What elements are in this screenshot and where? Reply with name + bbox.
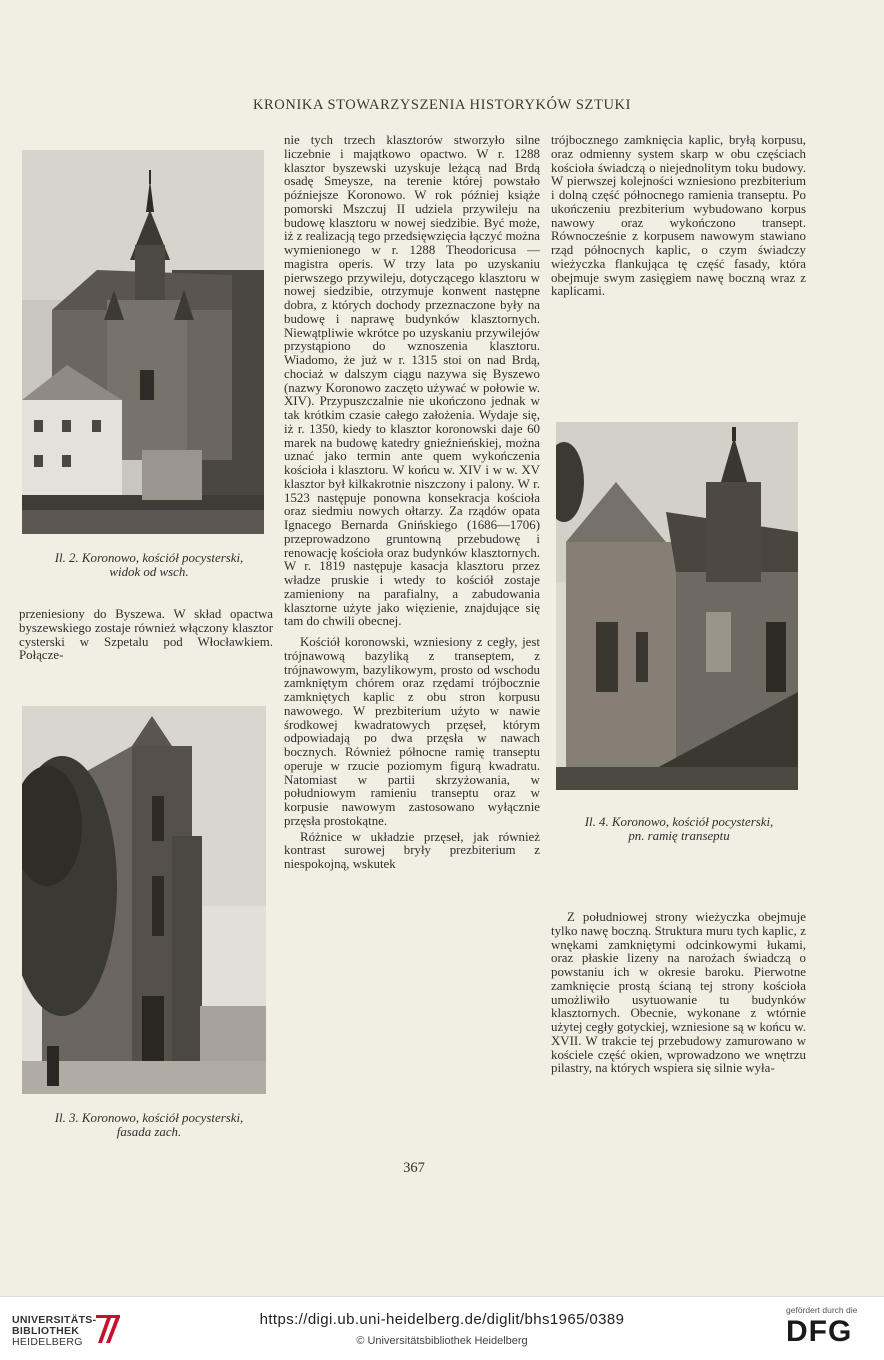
viewer-footer	[0, 1296, 884, 1360]
right-column-text-bottom	[551, 911, 806, 1076]
caption-il2-line1: Il. 2. Koronowo, kościół pocysterski,	[54, 551, 244, 565]
middle-column-text	[284, 134, 540, 872]
photo-il2-east-view	[22, 150, 264, 534]
library-name-line2: BIBLIOTHEK	[12, 1325, 80, 1337]
permalink-url[interactable]: https://digi.ub.uni-heidelberg.de/diglit/bhs1965/0389	[259, 1311, 625, 1328]
caption-il4-line1: Il. 4. Koronowo, kościół pocysterski,	[584, 815, 774, 829]
library-name-line3: HEIDELBERG	[12, 1336, 83, 1348]
caption-il4-line2: pn. ramię transeptu	[628, 829, 730, 843]
caption-il4	[548, 815, 810, 843]
right-column-text-top	[551, 134, 806, 299]
page-number: 367	[403, 1160, 425, 1176]
middle-paragraph-3: Różnice w układzie przęseł, jak również kontrast surowej bryły prezbiterium z niespokojną, wskutek	[284, 829, 540, 871]
photo-il3-west-facade	[22, 706, 266, 1094]
dfg-logo[interactable]: DFG	[786, 1315, 853, 1348]
running-head: KRONIKA STOWARZYSZENIA HISTORYKÓW SZTUKI	[252, 97, 632, 113]
caption-il2-line2: widok od wsch.	[109, 565, 189, 579]
left-column-text	[19, 608, 273, 663]
left-paragraph-1: przeniesiony do Byszewa. W skład opactwa byszewskiego zostaje również włączony klasztor cysterski w Szpetalu pod Włocławkiem. Połącze-	[19, 607, 273, 663]
right-paragraph-1: trójbocznego zamknięcia kaplic, bryłą korpusu, oraz odmienny system skarp w obu częściach kościoła świadczą o niejednolitym toku budowy. W pierwszej kolejności wzniesiono prezbiterium i dolną część północnego ramienia transeptu. Po ukończeniu prezbiterium wybudowano korpus nawowy oraz wykończono transept. Równocześnie z korpusem nawowym stawiano rząd północnych kaplic, o czym świadczy wieżyczka flankująca tę część fasady, która obejmuje swym zasięgiem nawę boczną wraz z kaplicami.	[551, 133, 806, 299]
funded-by-label: gefördert durch die	[786, 1305, 858, 1315]
copyright-notice: © Universitätsbibliothek Heidelberg	[356, 1335, 528, 1347]
photo-il4-north-transept	[556, 422, 798, 790]
caption-il2	[18, 551, 280, 579]
middle-paragraph-1: nie tych trzech klasztorów stworzyło silne liczebnie i majątkowo opactwo. W r. 1288 klasztor byszewski uzyskuje leżącą nad Brdą osadę Smeysze, na terenie której powstało późniejsze Koronowo. W rok później książe pomorski Mszczuj II udziela przywileju na budowę klasztoru w nowej siedzibie. Być może, iż z realizacją tego przedsięwzięcia łączyć można wymienionego w r. 1288 Theodoricusa — magistra operis. W trzy lata po uzyskaniu pierwszego przywileju, dotyczącego klasztoru w nowej siedzibie, otrzymuje konwent następne dobra, z których dochody przeznaczone były na budowę i naprawę budynków klasztornych. Niewątpliwie wkrótce po uzyskaniu przywilejów przystąpiono do wznoszenia klasztoru. Wiadomo, że już w r. 1315 stoi on nad Brdą, chociaż w dalszym ciągu nazywa się Byszewo (nazwy Koronowo zaczęto używać w połowie w. XIV). Przypuszczalnie nie ukończono jednak w tak krótkim czasie całego założenia. Wydaje się, iż r. 1350, kiedy to klasztor koronowski daje 60 marek na budowę katedry gnieźnieńskiej, można uznać jako termin ante quem wykończenia kościoła i klasztoru. W końcu w. XIV i w w. XV klasztor był kilkakrotnie niszczony i palony. W r. 1523 następuje ponowna konsekracja kościoła oraz siedmiu nowych ołtarzy. Za rządów opata Ignacego Bernarda Gnińskiego (1686—1706) przeprowadzono gruntowną przebudowę i renowację kościoła oraz budynków klasztornych. W r. 1819 następuje kasacja klasztoru przez władze pruskie i wtedy to kościół zostaje zamieniony na parafialny, a zabudowania klasztorne użyte jako więzienie, znajdujące się tam do chwili obecnej.	[284, 133, 540, 629]
caption-il3	[18, 1111, 280, 1139]
right-paragraph-2: Z południowej strony wieżyczka obejmuje tylko nawę boczną. Struktura muru tych kaplic, z wnękami zamkniętymi odcinkowymi łukami, oraz płaskie lizeny na narożach świadczą o powstaniu ich w okresie baroku. Pierwotne zamknięcie prostą ścianą tej strony kościoła umożliwiło usytuowanie tu budynków klasztornych. Obecnie, wykonane z wtórnie użytej cegły gotyckiej, wzniesione są w końcu w. XVII. W trakcie tej przebudowy zamurowano w kościele część okien, wprowadzono we wnętrzu pilastry, na których wspiera się silnie wyła-	[551, 910, 806, 1076]
caption-il3-line2: fasada zach.	[116, 1125, 182, 1139]
library-name-line1: UNIVERSITÄTS-	[12, 1314, 97, 1326]
caption-il3-line1: Il. 3. Koronowo, kościół pocysterski,	[54, 1111, 244, 1125]
middle-paragraph-2: Kościół koronowski, wzniesiony z cegły, jest trójnawową bazyliką z transeptem, z trójnawowym, bazylikowym, prosto od wschodu zamkniętym chórem oraz rzędami trójbocznie zamkniętych kaplic z obu stron korpusu nawowego. W prezbiterium użyto w nawie środkowej kwadratowych przęseł, którym odpowiadają po dwa przęsła w nawach bocznych. Również północne ramię transeptu operuje w rzucie poziomym figurą kwadratu. Natomiast w partii skrzyżowania, w południowym ramieniu transeptu oraz w korpusie nawowym zastosowano wyłącznie przęsła prostokątne.	[284, 635, 540, 828]
